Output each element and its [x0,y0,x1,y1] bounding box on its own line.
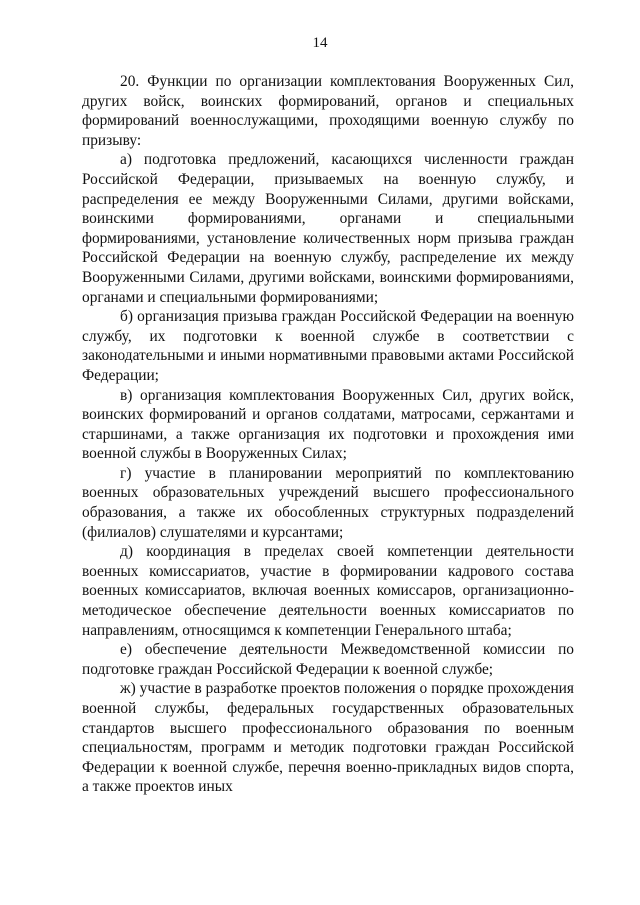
page-number: 14 [312,35,328,51]
paragraph-subitem-a: а) подготовка предложений, касающихся численности граждан Российской Федерации, призываемых на военную службу, и распределения ее между Вооруженными Силами, другими войсками, воинскими формированиями, органами и специальными формированиями, установление количественных норм призыва граждан Российской Федерации на военную службу, распределение их между Вооруженными Силами, другими войсками, воинскими формированиями, органами и специальными формированиями; [82,151,574,306]
paragraph-subitem-v: в) организация комплектования Вооруженных Сил, других войск, воинских формирований и органов солдатами, матросами, сержантами и старшинами, а также организация их подготовки и прохождения ими военной службы в Вооруженных Силах; [82,386,574,463]
paragraph-subitem-e: е) обеспечение деятельности Межведомственной комиссии по подготовке граждан Российской Федерации к военной службе; [82,641,574,678]
paragraph-subitem-b: б) организация призыва граждан Российской Федерации на военную службу, их подготовки к военной службе в соответствии с законодательными и иными нормативными правовыми актами Российской Федерации; [82,308,574,384]
document-body [82,72,574,797]
paragraph-subitem-zh: ж) участие в разработке проектов положения о порядке прохождения военной службы, федеральных государственных образовательных стандартов высшего профессионального образования по военным специальностям, программ и методик подготовки граждан Российской Федерации к военной службе, перечня военно-прикладных видов спорта, а также проектов иных [82,680,574,796]
paragraph-subitem-d: д) координация в пределах своей компетенции деятельности военных комиссариатов, участие в формировании кадрового состава военных комиссариатов, включая военных комиссаров, организационно-методическое обеспечение деятельности военных комиссариатов по направлениям, относящимся к компетенции Генерального штаба; [82,543,574,639]
paragraph-item-20: 20. Функции по организации комплектования Вооруженных Сил, других войск, воинских формирований, органов и специальных формирований военнослужащими, проходящими военную службу по призыву: [82,73,574,149]
paragraph-subitem-g: г) участие в планировании мероприятий по комплектованию военных образовательных учреждений высшего профессионального образования, а также их обособленных структурных подразделений (филиалов) слушателями и курсантами; [82,464,574,541]
